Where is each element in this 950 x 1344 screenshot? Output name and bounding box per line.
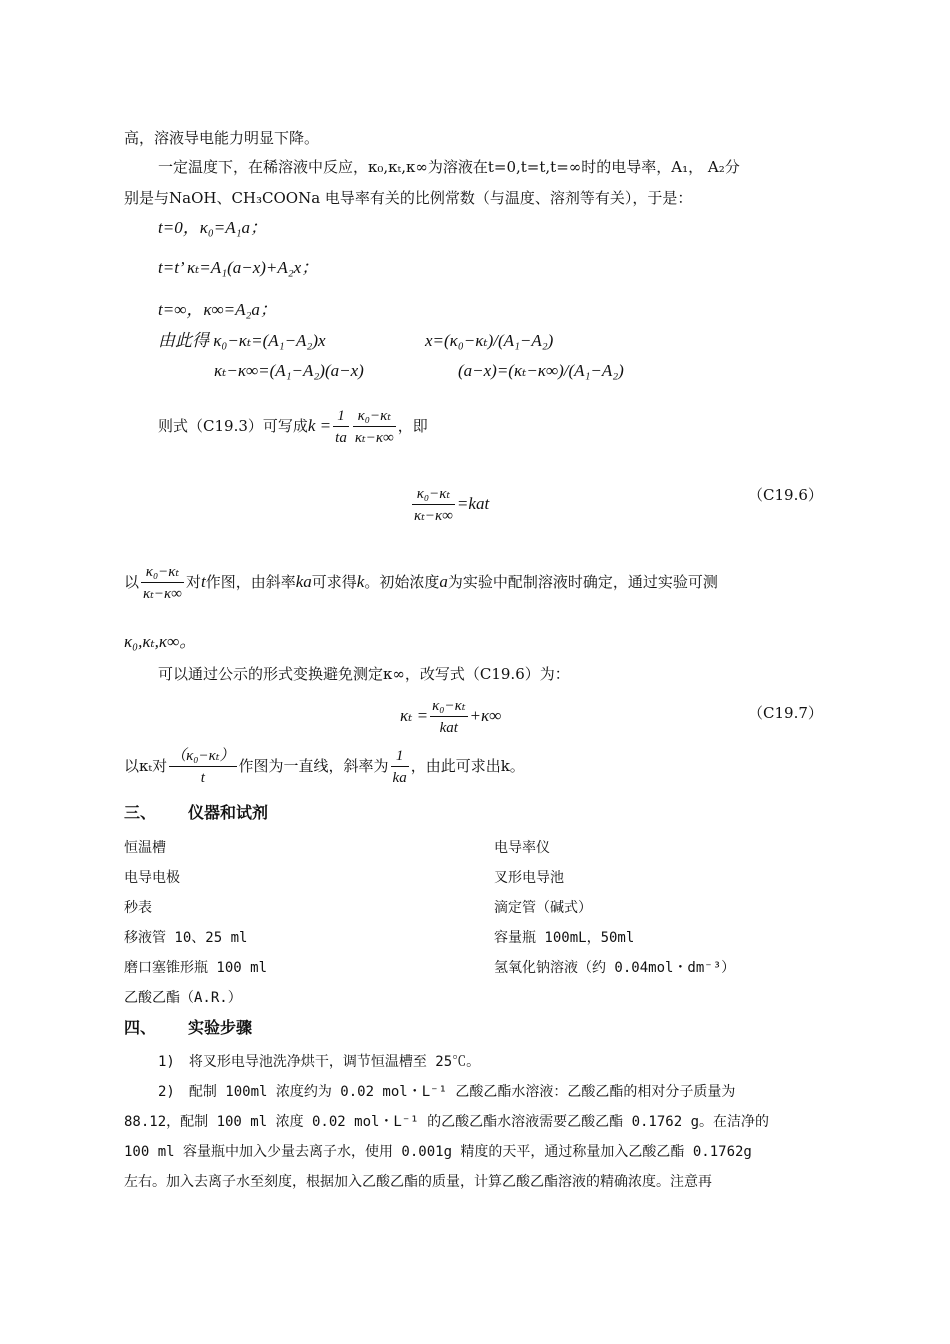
equipment-item: 叉形电导池	[494, 870, 564, 886]
step-2-line-3: 100 ml 容量瓶中加入少量去离子水，使用 0.001g 精度的天平，通过称量加入乙酸乙酯 0.1762g	[124, 1144, 752, 1160]
fraction-kappa-ratio	[412, 484, 455, 527]
equation-number-c19-7: （C19.7）	[748, 704, 823, 722]
fraction-kappa-ratio	[141, 562, 184, 605]
frac-num: κ₀−κₜ	[432, 697, 466, 714]
equipment-item: 滴定管（碱式）	[494, 900, 592, 916]
text-fragment: 为实验中配制溶液时确定，通过实验可测	[447, 573, 718, 591]
frac-num: κ₀−κₜ	[145, 563, 180, 580]
text-fragment: ，由此可求出k。	[410, 757, 525, 775]
text-fragment: 。初始浓度	[364, 573, 440, 591]
frac-den: ta	[335, 429, 347, 446]
frac-num: κ₀−κₜ	[357, 407, 392, 424]
equipment-item: 电导率仪	[494, 840, 550, 856]
var-k: k	[356, 572, 365, 591]
equipment-item: 磨口塞锥形瓶 100 ml	[124, 960, 268, 976]
para-line-1: 高，溶液导电能力明显下降。	[124, 129, 320, 147]
plot-instruction-1	[124, 560, 718, 605]
frac-den: ka	[392, 769, 407, 786]
fraction-kappa-ratio	[353, 406, 396, 449]
fraction-one-over-ta	[333, 406, 349, 449]
var-ka: ka	[295, 572, 312, 591]
fraction-plot2	[169, 746, 236, 789]
text-fragment: 对	[185, 573, 201, 591]
para-line-3: 别是与NaOH、CH₃COONa 电导率有关的比例常数（与温度、溶剂等有关），于是：	[124, 189, 693, 207]
step-2-line-4: 左右。加入去离子水至刻度，根据加入乙酸乙酯的质量，计算乙酸乙酯溶液的精确浓度。注意再	[124, 1174, 712, 1190]
equation-c19-7	[400, 692, 501, 740]
text-fragment: 作图，由斜率	[205, 573, 296, 591]
text-fragment: 可求得	[311, 573, 357, 591]
measurable-quantities: κ₀,κₜ,κ∞。	[124, 632, 197, 651]
equation-derive-2-left: κₜ−κ∞=(A₁−A₂)(a−x)	[214, 361, 364, 380]
frac-num: κ₀−κₜ	[416, 485, 451, 502]
equation-c19-6	[410, 480, 489, 528]
equation-rhs: =kat	[456, 494, 490, 513]
equipment-item: 氢氧化钠溶液（约 0.04mol・dm⁻³）	[494, 960, 736, 976]
section-3-number: 三、	[124, 803, 157, 822]
fraction-one-over-ka	[391, 746, 409, 789]
var-a: a	[439, 572, 448, 591]
equipment-item: 电导电极	[124, 870, 180, 886]
frac-den: κₜ−κ∞	[354, 429, 394, 446]
frac-den: κₜ−κ∞	[414, 507, 453, 524]
plot-instruction-2	[124, 744, 525, 789]
equation-rhs: +κ∞	[469, 706, 502, 725]
section-4-title: 实验步骤	[188, 1018, 253, 1037]
frac-num: 1	[395, 747, 404, 764]
var-t: t	[200, 572, 206, 591]
rate-k: k =	[307, 416, 332, 435]
equation-tt: t=t’ κₜ=A₁(a−x)+A₂x；	[158, 258, 319, 277]
equipment-item: 移液管 10、25 ml	[124, 930, 248, 946]
frac-den: kat	[439, 719, 458, 736]
equation-derive-1-right: x=(κ₀−κₜ)/(A₁−A₂)	[425, 331, 554, 350]
frac-den: t	[200, 769, 205, 786]
para-line-2: 一定温度下，在稀溶液中反应，κ₀,κₜ,κ∞为溶液在t=0,t=t,t=∞时的电导率，A₁， A₂分	[158, 158, 740, 176]
frac-den: κₜ−κ∞	[143, 585, 182, 602]
equation-number-c19-6: （C19.6）	[748, 486, 823, 504]
equation-t0: t=0，κ₀=A₁a；	[158, 218, 268, 237]
equation-tinf: t=∞，κ∞=A₂a；	[158, 300, 277, 319]
equation-derive-2-right: (a−x)=(κₜ−κ∞)/(A₁−A₂)	[458, 361, 624, 380]
step-2-line-2: 88.12，配制 100 ml 浓度 0.02 mol・L⁻¹ 的乙酸乙酯水溶液需要乙酸乙酯 0.1762 g。在洁净的	[124, 1114, 770, 1130]
equipment-item: 乙酸乙酯（A.R.）	[124, 990, 242, 1006]
equipment-item: 恒温槽	[124, 840, 166, 856]
step-1: 1) 将叉形电导池洗净烘干，调节恒温槽至 25℃。	[158, 1054, 481, 1070]
frac-num: 1	[337, 407, 345, 424]
text-fragment: 以	[124, 573, 140, 591]
equation-derive-1-left: 由此得 κ₀−κₜ=(A₁−A₂)x	[158, 331, 326, 350]
rate-expression-line	[158, 404, 428, 449]
rate-expression-prefix: 则式（C19.3）可写成	[158, 417, 308, 435]
para-avoid: 可以通过公示的形式变换避免测定κ∞，改写式（C19.6）为：	[158, 665, 570, 683]
section-4-number: 四、	[124, 1018, 157, 1037]
rate-expression-suffix: ，即	[397, 417, 428, 435]
equipment-item: 容量瓶 100mL，50ml	[494, 930, 635, 946]
step-2-line-1: 2) 配制 100ml 浓度约为 0.02 mol・L⁻¹ 乙酸乙酯水溶液：乙酸乙酯的相对分子质量为	[158, 1084, 736, 1100]
fraction-c19-7	[430, 696, 467, 739]
equipment-item: 秒表	[124, 900, 152, 916]
equation-lhs: κₜ =	[400, 706, 429, 725]
text-fragment: 作图为一直线，斜率为	[238, 757, 389, 775]
frac-num: （κ₀−κₜ）	[171, 747, 235, 764]
section-3-title: 仪器和试剂	[188, 803, 269, 822]
text-fragment: 以κₜ对	[124, 757, 168, 775]
